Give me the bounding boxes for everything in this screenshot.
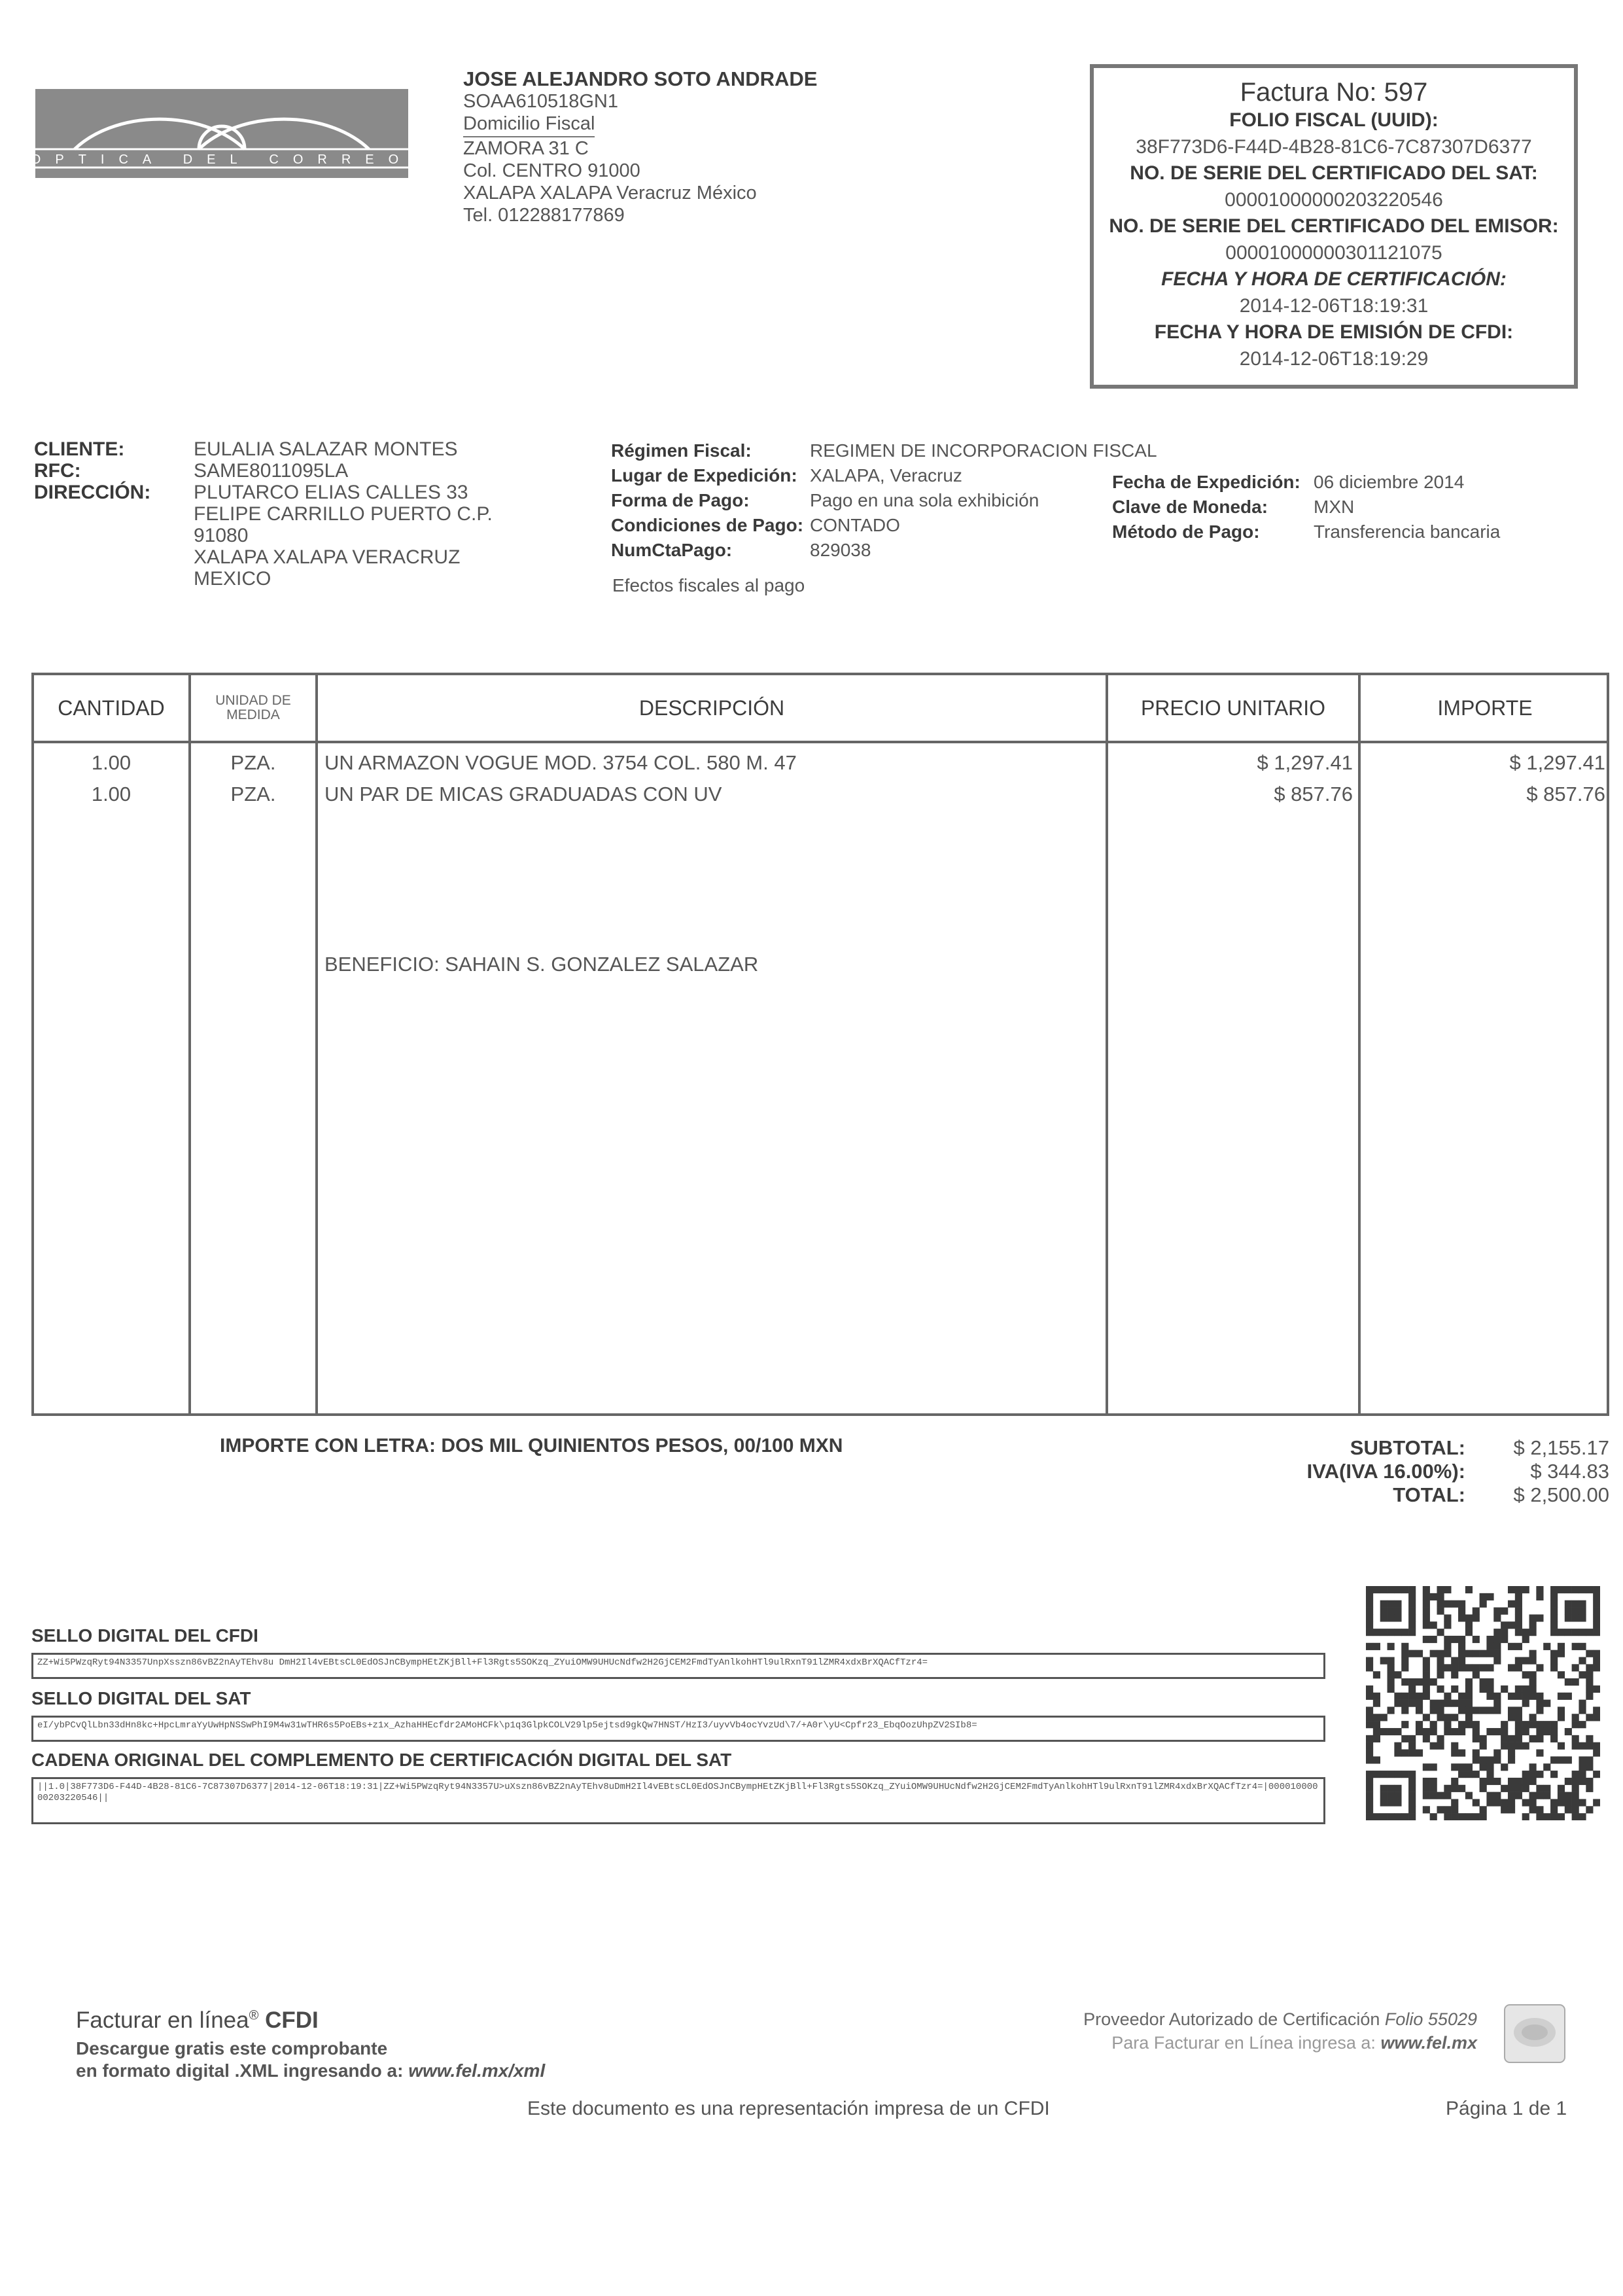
footer-cfdi-note: Este documento es una representación impresa de un CFDI: [527, 2098, 1050, 2119]
total-label: TOTAL:: [1393, 1483, 1465, 1506]
pac-line2: Para Facturar en Línea ingresa a:: [1111, 2033, 1376, 2053]
footer-pac: [981, 2007, 1477, 2055]
client-values: [194, 438, 493, 590]
client-address-1: PLUTARCO ELIAS CALLES 33: [194, 482, 468, 503]
fecha-cert-value: 2014-12-06T18:19:31: [1239, 294, 1429, 317]
forma-pago-label: Forma de Pago:: [611, 490, 750, 510]
invoice-info-right-values: [1314, 470, 1500, 544]
issuer-city: XALAPA XALAPA Veracruz México: [463, 183, 757, 203]
importe-letra-value: DOS MIL QUINIENTOS PESOS, 00/100 MXN: [441, 1435, 843, 1457]
importe-letra-label: IMPORTE CON LETRA:: [220, 1435, 436, 1457]
efectos-fiscales: Efectos fiscales al pago: [612, 575, 805, 595]
header-unidad-line1: UNIDAD DE: [215, 693, 291, 708]
logo-text: OPTICA DEL CORREO: [35, 152, 408, 167]
invoice-info-labels: [611, 438, 803, 563]
metodo-pago-label: Método de Pago:: [1112, 521, 1260, 542]
fecha-emision-value: 2014-12-06T18:19:29: [1239, 347, 1429, 370]
row-2-cantidad: 1.00: [91, 783, 131, 805]
row-1-descripcion: UN ARMAZON VOGUE MOD. 3754 COL. 580 M. 47: [324, 751, 797, 774]
cadena-original-title: CADENA ORIGINAL DEL COMPLEMENTO DE CERTIFICACIÓN DIGITAL DEL SAT: [31, 1750, 732, 1770]
cadena-original-box: ||1.0|38F773D6-F44D-4B28-81C6-7C87307D6377|2014-12-06T18:19:31|ZZ+Wi5PWzqRyt94N3357U>uXszn86vBZ2nAyTEhv8uDmH2Il4vEBtsCL0EdOSJnCBympHEtZKjBll+Fl3Rgts5SOKzq_ZYuiOMW9UHUcNdfw2H2GjCEM2FmdTyAnlkohHTl9ulRxnT91lZMR4xdxBrXQACfTzr4=|00001000000203220546||: [31, 1777, 1325, 1824]
cliente-label: CLIENTE:: [34, 438, 125, 460]
pac-link[interactable]: www.fel.mx: [1380, 2033, 1477, 2053]
iva-label: IVA(IVA 16.00%):: [1306, 1460, 1465, 1483]
header-importe: IMPORTE: [1437, 696, 1533, 720]
header-precio-unitario: PRECIO UNITARIO: [1140, 696, 1326, 720]
fecha-emision-label: FECHA Y HORA DE EMISIÓN DE CFDI:: [1154, 321, 1514, 343]
footer-brand-bold: CFDI: [265, 2007, 319, 2033]
header-unidad: [191, 675, 315, 741]
row-1-unidad: PZA.: [230, 751, 276, 774]
footer-download-line2: en formato digital .XML ingresando a:: [76, 2060, 404, 2081]
condiciones-value: CONTADO: [810, 515, 900, 535]
domicilio-fiscal-label: Domicilio Fiscal: [463, 113, 595, 137]
client-address-2: FELIPE CARRILLO PUERTO C.P.: [194, 503, 493, 525]
footer-xml-link[interactable]: www.fel.mx/xml: [408, 2060, 546, 2081]
page-number: Página 1 de 1: [1446, 2098, 1567, 2119]
pac-seal-icon: [1503, 2004, 1566, 2064]
footer-download-line1: Descargue gratis este comprobante: [76, 2038, 388, 2058]
fecha-expedicion-label: Fecha de Expedición:: [1112, 472, 1300, 492]
header-unidad-line2: MEDIDA: [226, 707, 280, 722]
fiscal-info-box: [1090, 64, 1578, 389]
sello-cfdi-box: ZZ+Wi5PWzqRyt94N3357UnpXsszn86vBZ2nAyTEhv8u DmH2Il4vEBtsCL0EdOSJnCBympHEtZKjBll+Fl3Rgts5SOKzq_ZYuiOMW9UHUcNdfw2H2GjCEM2FmdTyAnlkohHTl9ulRxnT91lZMR4xdxBrXQACfTzr4=: [31, 1653, 1325, 1679]
issuer-colonia: Col. CENTRO 91000: [463, 160, 640, 181]
row-1-importe: $ 1,297.41: [1509, 751, 1605, 774]
condiciones-label: Condiciones de Pago:: [611, 515, 804, 535]
numcta-label: NumCtaPago:: [611, 540, 733, 560]
invoice-number: Factura No: 597: [1240, 78, 1428, 107]
client-labels: [34, 438, 150, 503]
totals-values: [1505, 1436, 1609, 1507]
regimen-label: Régimen Fiscal:: [611, 440, 752, 461]
header-descripcion: DESCRIPCIÓN: [638, 696, 785, 720]
cert-sat-value: 00001000000203220546: [1225, 188, 1443, 211]
sello-cfdi-title: SELLO DIGITAL DEL CFDI: [31, 1625, 258, 1646]
client-address-3: 91080: [194, 525, 249, 546]
row-2-importe: $ 857.76: [1526, 783, 1605, 805]
issuer-rfc: SOAA610518GN1: [463, 91, 618, 112]
lugar-value: XALAPA, Veracruz: [810, 465, 962, 486]
footer-brand-mark: ®: [249, 2008, 259, 2023]
moneda-label: Clave de Moneda:: [1112, 497, 1268, 517]
subtotal-value: $ 2,155.17: [1513, 1436, 1609, 1459]
sello-sat-box: eI/ybPCvQlLbn33dHn8kc+HpcLmraYyUwHpNSSwPhI9M4w31wTHR6s5PoEBs+z1x_AzhaHHEcfdr2AMoHCFk\p1q3GlpkCOLV29lp5ejtsd9gkQw7HNST/HzI3/uyvVb4ocYvzUd\7/+A0r\yU<Cpfr23_EbqOozUhpZV2SIb8=: [31, 1716, 1325, 1742]
footer-brand: [76, 2007, 545, 2082]
issuer-name: JOSE ALEJANDRO SOTO ANDRADE: [463, 67, 818, 90]
qr-code: [1366, 1586, 1600, 1820]
row-2-descripcion: UN PAR DE MICAS GRADUADAS CON UV: [324, 783, 722, 805]
regimen-value: REGIMEN DE INCORPORACION FISCAL: [810, 440, 1157, 461]
client-address-4: XALAPA XALAPA VERACRUZ: [194, 546, 461, 568]
subtotal-label: SUBTOTAL:: [1350, 1436, 1465, 1459]
row-2-unidad: PZA.: [230, 783, 276, 805]
folio-fiscal-label: FOLIO FISCAL (UUID):: [1229, 109, 1439, 131]
pac-folio: Folio 55029: [1384, 2009, 1477, 2029]
totals-labels: [1269, 1436, 1465, 1507]
total-value: $ 2,500.00: [1513, 1483, 1609, 1506]
row-2-precio: $ 857.76: [1274, 783, 1353, 805]
client-rfc: SAME8011095LA: [194, 460, 349, 482]
company-logo: [35, 89, 408, 178]
fecha-cert-label: FECHA Y HORA DE CERTIFICACIÓN:: [1161, 268, 1507, 290]
iva-value: $ 344.83: [1530, 1460, 1609, 1483]
folio-fiscal-value: 38F773D6-F44D-4B28-81C6-7C87307D6377: [1136, 135, 1532, 158]
invoice-info-right-labels: [1112, 470, 1300, 544]
cert-emisor-value: 00001000000301121075: [1225, 241, 1442, 264]
amount-in-words: [220, 1435, 843, 1457]
metodo-pago-value: Transferencia bancaria: [1314, 521, 1501, 542]
lugar-label: Lugar de Expedición:: [611, 465, 797, 486]
numcta-value: 829038: [810, 540, 871, 560]
row-1-precio: $ 1,297.41: [1257, 751, 1353, 774]
beneficiary-note: BENEFICIO: SAHAIN S. GONZALEZ SALAZAR: [324, 953, 759, 976]
moneda-value: MXN: [1314, 497, 1355, 517]
invoice-info-values: [810, 438, 1157, 563]
issuer-street: ZAMORA 31 C: [463, 138, 589, 159]
client-address-5: MEXICO: [194, 568, 271, 590]
items-table: [31, 673, 1609, 1416]
rfc-label: RFC:: [34, 460, 81, 482]
header-cantidad: CANTIDAD: [58, 696, 165, 720]
forma-pago-value: Pago en una sola exhibición: [810, 490, 1039, 510]
direccion-label: DIRECCIÓN:: [34, 482, 151, 503]
cert-sat-label: NO. DE SERIE DEL CERTIFICADO DEL SAT:: [1130, 162, 1538, 184]
pac-text: Proveedor Autorizado de Certificación: [1083, 2009, 1380, 2029]
client-name: EULALIA SALAZAR MONTES: [194, 438, 458, 460]
footer-brand-plain: Facturar en línea: [76, 2007, 249, 2033]
fecha-expedicion-value: 06 diciembre 2014: [1314, 472, 1465, 492]
issuer-tel: Tel. 012288177869: [463, 205, 625, 226]
row-1-cantidad: 1.00: [91, 751, 131, 774]
cert-emisor-label: NO. DE SERIE DEL CERTIFICADO DEL EMISOR:: [1109, 215, 1559, 237]
issuer-info: [463, 68, 817, 226]
sello-sat-title: SELLO DIGITAL DEL SAT: [31, 1688, 251, 1708]
